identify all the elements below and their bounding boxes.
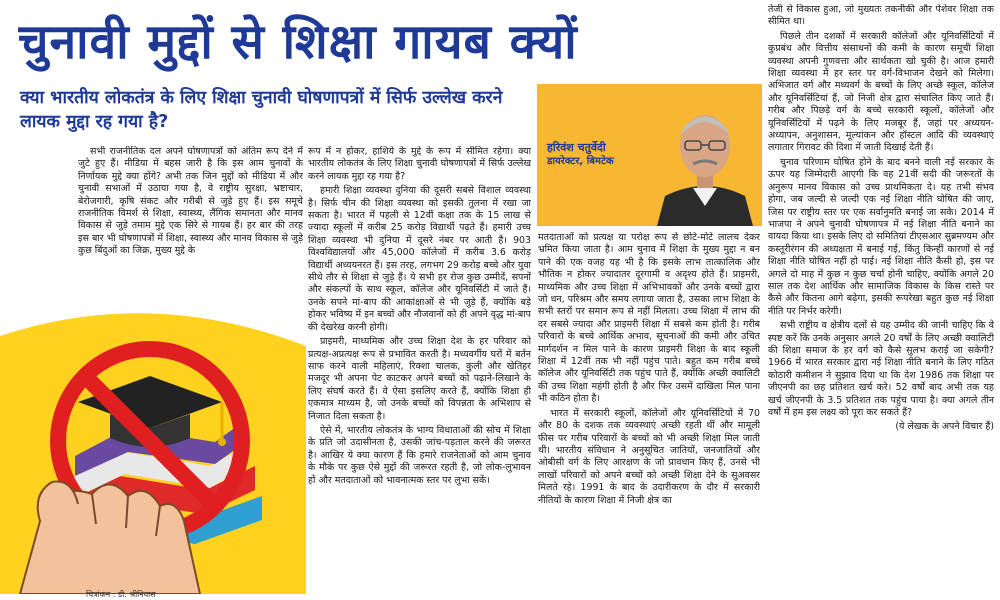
- author-box: [537, 84, 762, 226]
- paragraph: प्राइमरी, माध्यमिक और उच्च शिक्षा देश के हर परिवार को प्रत्यक्ष-अप्रत्यक्ष रूप से प्रभावित करती है। मध्यवर्गीय घरों में बर्तन साफ करने वाली महिलाएं, रिक्शा चालक, कुली और खेतिहर मजदूर भी अपना पेट काटकर अपने बच्चों को पढ़ाने-लिखाने के लिए संघर्ष करते हैं। वे ऐसा इसलिए करते हैं, क्योंकि शिक्षा ही एकमात्र माध्यम है, जो उनके बच्चों को विपन्नता के अभिशाप से निजात दिला सकता है।: [308, 336, 531, 422]
- author-title: डायरेक्टर, बिमटेक: [547, 156, 614, 167]
- paragraph: सभी राष्ट्रीय व क्षेत्रीय दलों से यह उम्मीद की जानी चाहिए कि वे स्पष्ट करें कि उनके अनुसार अगले 20 वर्षों के लिए अच्छी क्वालिटी की शिक्षा समाज के हर वर्ग को कैसे सुलभ कराई जा सकेगी? 1966 में भारत सरकार द्वारा नई शिक्षा नीति बनाने के लिए गठित कोठारी कमीशन ने सुझाव दिया था कि देश 1986 तक शिक्षा पर जीएनपी का छह प्रतिशत खर्च करे। 52 वर्षों बाद अभी तक यह खर्च जीएनपी के 3.5 प्रतिशत तक पहुंच पाया है। क्या अगले तीन वर्षों में हम इस लक्ष्य को पूरा कर सकते हैं?: [768, 320, 994, 418]
- paragraph: ऐसे में, भारतीय लोकतंत्र के भाग्य विधाताओं की सोच में शिक्षा के प्रति जो उदासीनता है, उसकी जांच-पड़ताल करने की जरूरत है। आखिर ये क्या कारण हैं कि हमारे राजनेताओं को आम चुनाव के मौके पर कुछ ऐसे मुद्दों की जरूरत रहती है, जो लोक-लुभावन हों और मतदाताओं को भावनात्मक स्तर पर लुभा सकें।: [308, 424, 531, 486]
- illustration: [0, 306, 306, 594]
- paragraph: भारत में सरकारी स्कूलों, कॉलेजों और यूनिवर्सिटियों में 70 और 80 के दशक तक व्यवस्थाएं अच्छी रहती थीं और मामूली फीस पर गरीब परिवारों के बच्चों को भी अच्छी शिक्षा मिल जाती थी। भारतीय संविधान ने अनुसूचित जातियों, जनजातियों और ओबीसी वर्ग के लिए आरक्षण के जो प्रावधान किए हैं, उनसे भी लाखों परिवारों को अपने बच्चों को अच्छी शिक्षा देने के सुअवसर मिलते रहे। 1991 के बाद के उदारीकरण के दौर में सरकारी नीतियों के कारण शिक्षा में निजी क्षेत्र का: [538, 407, 760, 506]
- author-portrait: [649, 84, 762, 226]
- paragraph: पिछले तीन दशकों में सरकारी कॉलेजों और यूनिवर्सिटियों में कुप्रबंध और वित्तीय संसाधनों की कमी के कारण समूची शिक्षा व्यवस्था अपनी गुणवत्ता और सार्थकता खो चुकी है। आज हमारी शिक्षा व्यवस्था में हर स्तर पर वर्ग-विभाजन देखने को मिलेगा। अभिजात वर्ग और मध्यवर्ग के बच्चों के लिए अच्छे स्कूल, कॉलेज और यूनिवर्सिटियां हैं, जो निजी क्षेत्र द्वारा संचालित किए जाते हैं। गरीब और पिछड़े वर्ग के बच्चे सरकारी स्कूलों, कॉलेजों और यूनिवर्सिटियों में पढ़ने के लिए मजबूर हैं, जहां पर अध्ययन-अध्यापन, अनुशासन, मूल्यांकन और हॉस्टल आदि की व्यवस्थाएं लगातार गिरावट की दिशा में जाती दिखाई देती हैं।: [768, 30, 994, 154]
- paragraph: मतदाताओं को प्रत्यक्ष या परोक्ष रूप से छोटे-मोटे लालच देकर भ्रमित किया जाता है। आम चुनाव में शिक्षा के मुख्य मुद्दा न बन पाने की एक वजह यह भी है कि इसके लाभ तात्कालिक और भौतिक न होकर ज्यादातर दूरगामी व अदृश्य होते हैं। प्राइमरी, माध्यमिक और उच्च शिक्षा में अभिभावकों और उनके बच्चों द्वारा जो धन, परिश्रम और समय लगाया जाता है, उसका लाभ शिक्षा के सभी स्तरों पर समान रूप से नहीं मिलता। उच्च शिक्षा में लाभ की दर सबसे ज्यादा और प्राइमरी शिक्षा में सबसे कम होती है। गरीब परिवारों के बच्चे आर्थिक अभाव, सूचनाओं की कमी और उचित मार्गदर्शन न मिल पाने के कारण प्राइमरी शिक्षा के बाद स्कूली शिक्षा में 12वीं तक भी नहीं पहुंच पाते। बहुत कम गरीब बच्चे कॉलेज और यूनिवर्सिटी तक पहुंच पाते हैं, क्योंकि अच्छी क्वालिटी की उच्च शिक्षा महंगी होती है और फिर उसमें दाखिला मिल पाना भी कठिन होता है।: [538, 232, 760, 405]
- paragraph: तेजी से विकास हुआ, जो मुख्यतः तकनीकी और पेशेवर शिक्षा तक सीमित था।: [768, 4, 994, 28]
- paragraph: सभी राजनीतिक दल अपने घोषणापत्रों को अंतिम रूप देने में जुटे हुए हैं। मीडिया में बहस जारी है कि इस आम चुनावों के निर्णायक मुद्दे क्या होंगे? अभी तक जिन मुद्दों को मीडिया में और चुनावी सभाओं में उठाया गया है, वे राष्ट्रीय सुरक्षा, भ्रष्टाचार, बेरोजगारी, कृषि संकट और गरीबी से जुड़े हुए हैं। इस समूचे राजनीतिक विमर्श से शिक्षा, स्वास्थ्य, लैंगिक समानता और मानव विकास से जुड़े तमाम मुद्दे एक सिरे से गायब हैं। हर बार की तरह इस बार भी घोषणापत्रों में शिक्षा, स्वास्थ्य और मानव विकास से जुड़े कुछ बिंदुओं का जिक्र, मुख्य मुद्दे के: [78, 146, 303, 257]
- paragraph: (ये लेखक के अपने विचार हैं): [895, 421, 994, 433]
- paragraph: चुनाव परिणाम घोषित होने के बाद बनने वाली नई सरकार के ऊपर यह जिम्मेदारी आएगी कि वह 21वीं सदी की जरूरतों के अनुरूप मानव विकास को उच्च प्राथमिकता दे। यह तभी संभव होगा, जब जल्दी से जल्दी एक नई शिक्षा नीति घोषित की जाए, जिस पर राष्ट्रीय स्तर पर एक सर्वानुमति बनाई जा सके। 2014 में भाजपा ने अपने चुनावी घोषणापत्र में नई शिक्षा नीति बनाने का वायदा किया था। इसके लिए दो समितियां टीएसआर सुब्रमण्यम और कस्तूरीरंगन की अध्यक्षता में बनाई गई, किंतु किन्हीं कारणों से नई शिक्षा नीति घोषित नहीं हो पाई। नई शिक्षा नीति कैसी हो, इस पर अगले दो माह में कुछ न कुछ चर्चा होनी चाहिए, क्योंकि अगले 20 साल तक देश आर्थिक और सामाजिक विकास के किस रास्ते पर कैसे और कितना आगे बढ़ेगा, इसकी रूपरेखा बहुत कुछ नई शिक्षा नीति पर निर्भर करेगी।: [768, 156, 994, 317]
- illustration-credit: चित्रांकन : डी. श्रीनिवास: [86, 590, 156, 599]
- paragraph: हमारी शिक्षा व्यवस्था दुनिया की दूसरी सबसे विशाल व्यवस्था है। सिर्फ चीन की शिक्षा व्यवस्था को इसकी तुलना में रखा जा सकता है। भारत में पहली से 12वीं कक्षा तक के 15 लाख से ज्यादा स्कूलों में करीब 25 करोड़ विद्यार्थी पढ़ते हैं। हमारी उच्च शिक्षा व्यवस्था भी दुनिया में दूसरे नंबर पर आती है। 903 विश्वविद्यालयों और 45,000 कॉलेजों में करीब 3.6 करोड़ विद्यार्थी अध्ययनरत हैं। इस तरह, लगभग 29 करोड़ बच्चे और युवा सीधे तौर से शिक्षा से जुड़े हैं। ये सभी हर रोज कुछ उम्मीदें, सपनों और संकल्पों के साथ स्कूल, कॉलेज और यूनिवर्सिटी में जाते हैं। उनके सपने मां-बाप की आकांक्षाओं से भी जुड़े हैं, क्योंकि बड़े होकर भविष्य में इन बच्चों और नौजवानों को ही अपने वृद्ध मां-बाप की देखरेख करनी होगी।: [308, 185, 531, 333]
- article-column-3: [538, 232, 760, 594]
- subheadline: क्या भारतीय लोकतंत्र के लिए शिक्षा चुनावी घोषणापत्रों में सिर्फ उल्लेख करने लायक मुद्दा रह गया है?: [20, 88, 503, 132]
- paragraph: रूप में न होकर, हाशिये के मुद्दे के रूप में सीमित रहेगा। क्या भारतीय लोकतंत्र के लिए शिक्षा चुनावी घोषणापत्रों में सिर्फ उल्लेख करने लायक मुद्दा रह गया है?: [308, 146, 531, 182]
- headline: चुनावी मुद्दों से शिक्षा गायब क्यों: [18, 14, 578, 70]
- author-name: हरिवंश चतुर्वेदी: [547, 141, 606, 154]
- article-column-1: [78, 146, 303, 306]
- article-column-2: [308, 146, 531, 592]
- article-column-4: [768, 4, 994, 596]
